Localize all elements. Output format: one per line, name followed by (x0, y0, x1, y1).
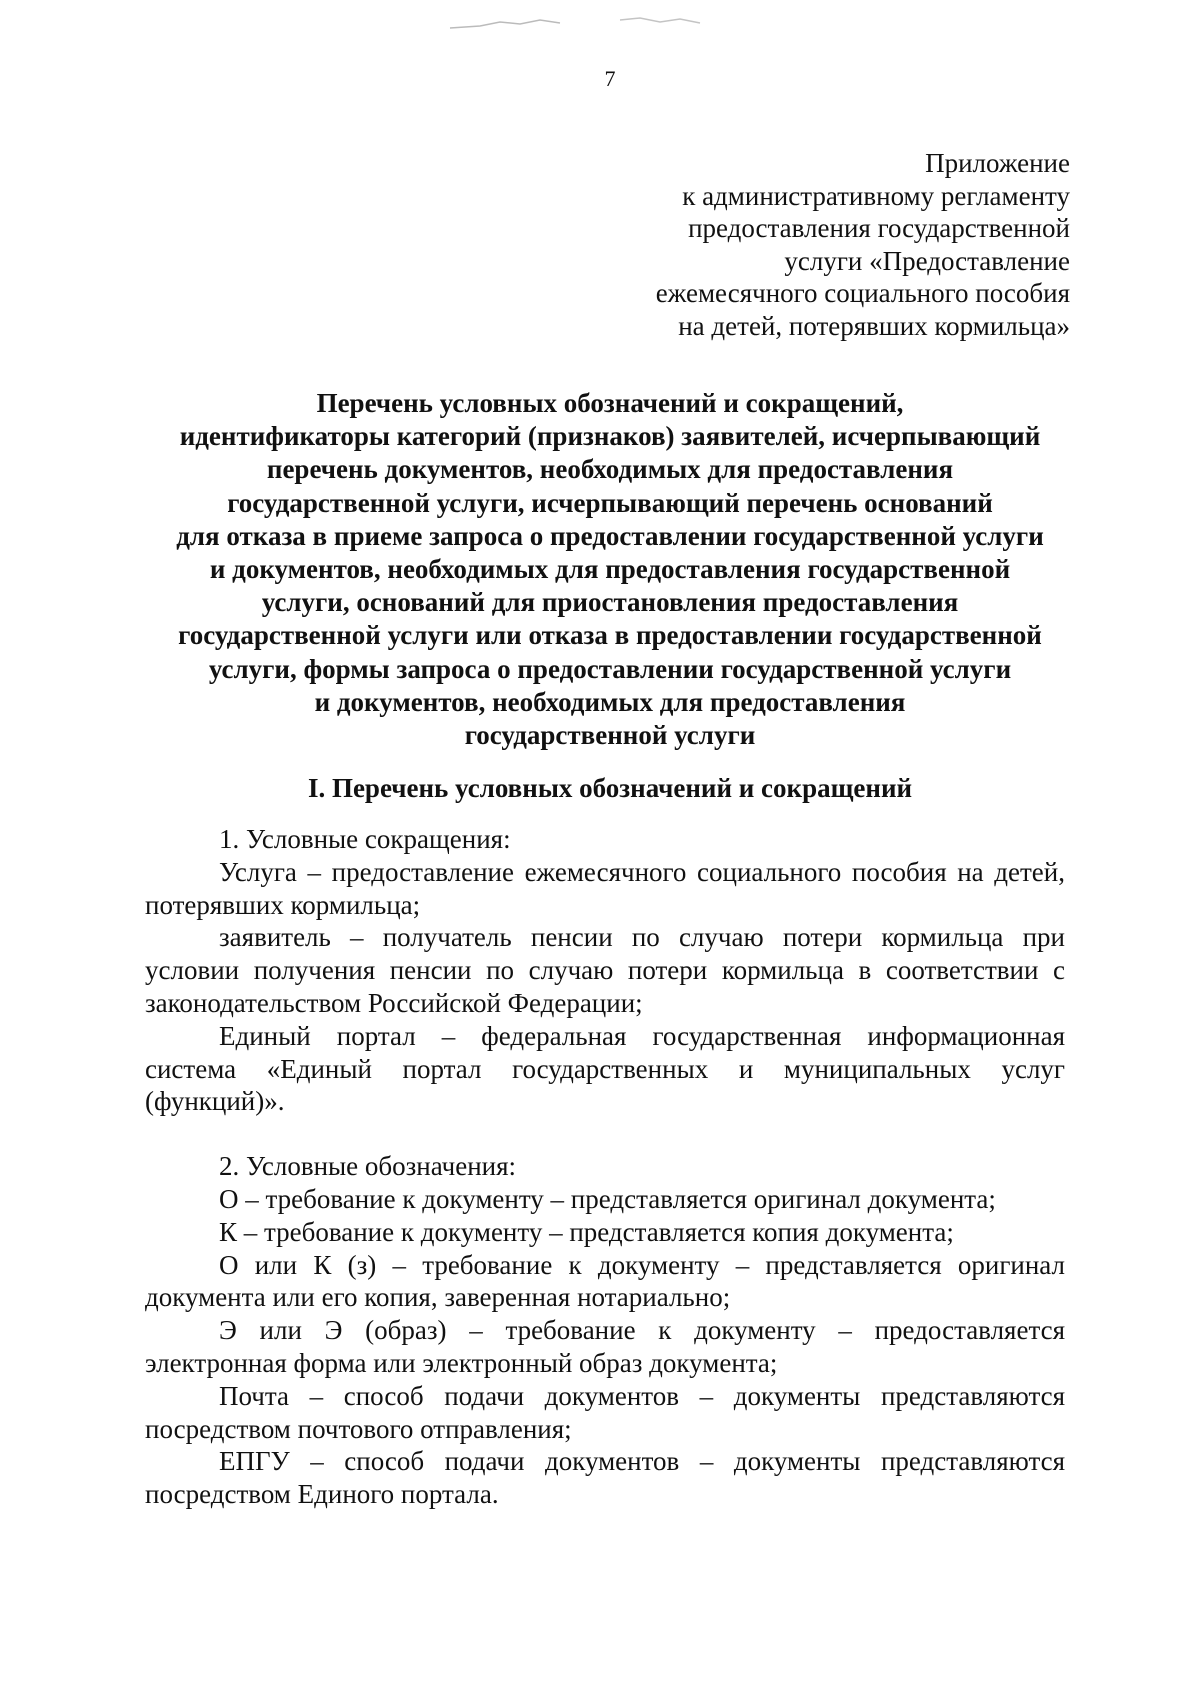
paragraph: О – требование к документу – представляется оригинал документа; (219, 1183, 996, 1214)
title-line: Перечень условных обозначений и сокращений, (316, 388, 904, 418)
paragraph: заявитель – получатель пенсии по случаю потери кормильца при условии получения пенсии по случаю потери кормильца в соответствии с законодательством Российской Федерации; (145, 922, 1065, 1018)
appendix-line: услуги «Предоставление (784, 245, 1070, 276)
title-line: государственной услуги или отказа в предоставлении государственной (178, 620, 1042, 651)
appendix-line: ежемесячного социального пособия (655, 278, 1070, 308)
paragraph: 2. Условные обозначения: (219, 1151, 517, 1182)
section-heading: I. Перечень условных обозначений и сокращений (307, 773, 913, 803)
title-line: перечень документов, необходимых для предоставления (266, 454, 954, 485)
appendix-note (550, 147, 1070, 342)
appendix-line: на детей, потерявших кормильца» (678, 310, 1070, 341)
document-title (145, 387, 1075, 752)
appendix-line: Приложение (925, 148, 1070, 178)
title-line: и документов, необходимых для предоставления (314, 686, 906, 717)
paragraph: К – требование к документу – представляется копия документа; (219, 1216, 954, 1247)
paragraph: ЕПГУ – способ подачи документов – документы представляются посредством Единого портала. (145, 1446, 1065, 1510)
page-number: 7 (604, 66, 616, 91)
title-line: государственной услуги (464, 720, 756, 751)
appendix-line: к административному регламенту (682, 180, 1070, 211)
paragraph: О или К (з) – требование к документу – представляется оригинал документа или его копия, заверенная нотариально; (145, 1249, 1065, 1313)
title-line: для отказа в приеме запроса о предоставлении государственной услуги (176, 520, 1044, 551)
paragraph: Услуга – предоставление ежемесячного социального пособия на детей, потерявших кормильца; (145, 856, 1065, 920)
title-line: и документов, необходимых для предоставления государственной (209, 554, 1011, 585)
title-line: государственной услуги, исчерпывающий перечень оснований (227, 487, 993, 518)
paragraph: Единый портал – федеральная государственная информационная система «Единый портал государственных и муниципальных услуг (функций)». (145, 1020, 1065, 1117)
title-line: услуги, оснований для приостановления предоставления (261, 587, 959, 618)
paragraph: Почта – способ подачи документов – документы представляются посредством почтового отправления; (145, 1380, 1065, 1444)
title-line: услуги, формы запроса о предоставлении государственной услуги (208, 653, 1012, 684)
paragraph: Э или Э (образ) – требование к документу – предоставляется электронная форма или электронный образ документа; (145, 1315, 1065, 1378)
section-body (145, 823, 1065, 1511)
appendix-line: предоставления государственной (688, 213, 1070, 243)
paragraph: 1. Условные сокращения: (219, 824, 511, 854)
scan-artifact (440, 8, 760, 38)
title-line: идентификаторы категорий (признаков) заявителей, исчерпывающий (179, 421, 1041, 452)
